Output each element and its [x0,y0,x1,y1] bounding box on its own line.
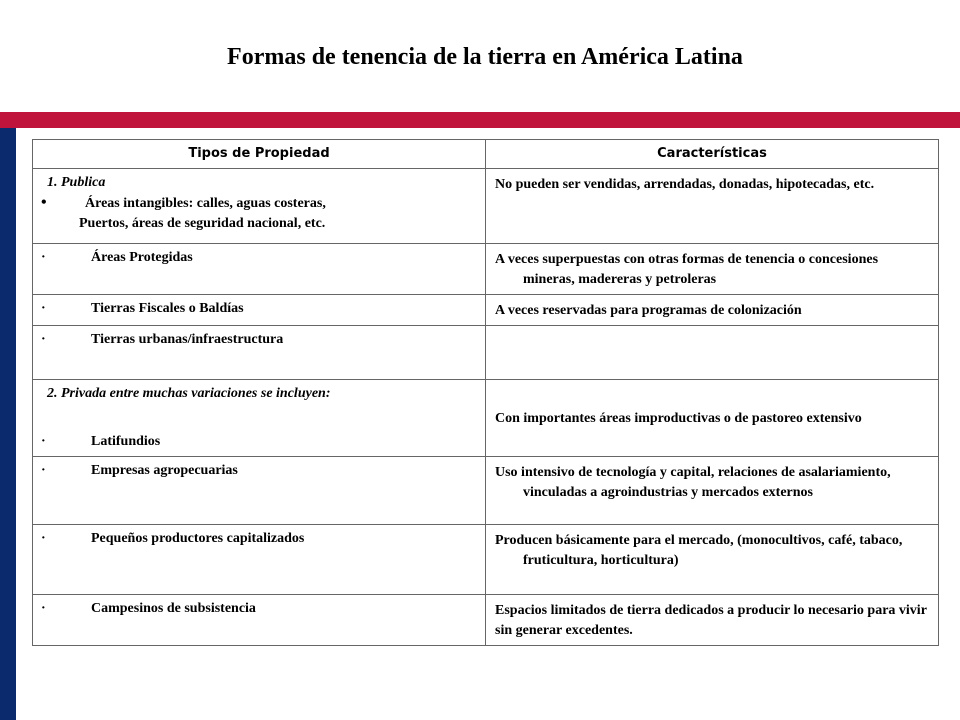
header-tipos: Tipos de Propiedad [33,140,486,169]
bullet-icon: · [41,250,46,265]
table-row [33,295,939,326]
desc-cell [486,326,939,380]
item-text: Áreas intangibles: calles, aguas costeras, [85,196,326,211]
desc-cell [486,380,939,457]
row-type: Áreas Protegidas [91,250,193,265]
section-label-privada: 2. Privada entre muchas variaciones se incluyen: [47,386,331,401]
type-cell [33,326,486,380]
desc-cell [486,244,939,295]
table-header-row [33,140,939,169]
row-description: Uso intensivo de tecnología y capital, relaciones de asalariamiento, vinculadas a agroindustrias y mercados externos [495,465,891,500]
publica-desc-cell [486,169,939,244]
row-description: Con importantes áreas improductivas o de pastoreo extensivo [495,411,862,426]
row-type: Pequeños productores capitalizados [91,531,305,546]
table-row [33,326,939,380]
header-caracteristicas: Características [486,140,939,169]
bullet-icon: · [41,463,46,478]
table-row [33,244,939,295]
bullet-icon: · [41,601,46,616]
desc-cell [486,525,939,595]
table-row [33,169,939,244]
type-cell [33,457,486,525]
row-type: Campesinos de subsistencia [91,601,256,616]
desc-cell [486,595,939,646]
row-type: Empresas agropecuarias [91,463,238,478]
type-cell [33,295,486,326]
table-row [33,525,939,595]
row-description: Espacios limitados de tierra dedicados a producir lo necesario para vivir sin generar excedentes. [495,603,927,638]
blue-side-bar [0,128,16,720]
bullet-icon: · [41,332,46,347]
section-label-publica: 1. Publica [47,175,106,190]
row-description: A veces reservadas para programas de colonización [495,303,802,318]
table-row [33,380,939,457]
row-type: Tierras Fiscales o Baldías [91,301,244,316]
row-description: Producen básicamente para el mercado, (monocultivos, café, tabaco, fruticultura, horticultura) [495,533,903,568]
land-tenure-table [32,139,939,646]
row-description: No pueden ser vendidas, arrendadas, donadas, hipotecadas, etc. [495,177,875,192]
desc-cell [486,295,939,326]
bullet-icon: · [41,301,46,316]
type-cell [33,595,486,646]
row-type: Tierras urbanas/infraestructura [91,332,284,347]
row-description: A veces superpuestas con otras formas de tenencia o concesiones mineras, madereras y petroleras [495,252,879,287]
bullet-icon: · [41,434,46,449]
red-header-band [0,112,960,128]
row-type: Latifundios [91,434,161,449]
publica-cell [33,169,486,244]
slide-title: Formas de tenencia de la tierra en América Latina [227,44,743,70]
desc-cell [486,457,939,525]
privada-cell [33,380,486,457]
table-row [33,595,939,646]
table-row [33,457,939,525]
bullet-icon: · [41,531,46,546]
item-text-continued: Puertos, áreas de seguridad nacional, etc. [79,216,326,231]
bullet-icon: • [41,194,47,211]
list-item [39,193,479,214]
type-cell [33,525,486,595]
type-cell [33,244,486,295]
